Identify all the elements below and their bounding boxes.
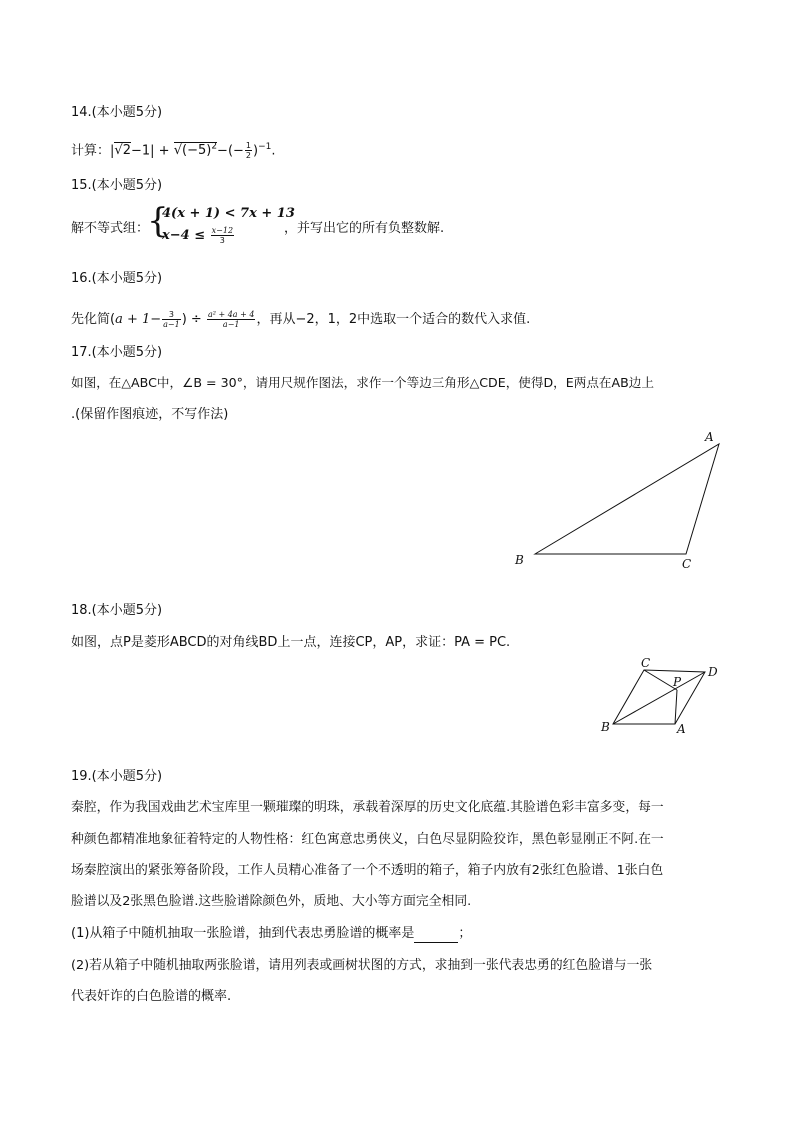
q14-sqrt2-value: 2: [122, 143, 131, 159]
q16-prefix: 先化简(: [71, 312, 116, 327]
q15-ineq2-den: 3: [219, 236, 225, 245]
q18-label-b: B: [601, 720, 610, 734]
q14-half-num: 1: [245, 141, 251, 151]
q17-label-b: B: [515, 553, 524, 567]
q16-frac-2: [207, 310, 256, 329]
q17-triangle-figure: [505, 425, 735, 575]
q16-suffix: ，再从−2，1，2中选取一个适合的数代入求值.: [256, 312, 531, 327]
q14-expression: [71, 138, 276, 160]
q18-heading: 18.(本小题5分): [71, 603, 163, 618]
q14-sqrt2: √2: [114, 143, 131, 159]
q19-subquestion-2b: 代表奸诈的白色脸谱的概率.: [71, 989, 232, 1004]
q16-a-plus: a + 1−: [115, 312, 162, 327]
q17-label-a: A: [705, 430, 714, 444]
q16-heading: 16.(本小题5分): [71, 271, 163, 286]
q17-heading: 17.(本小题5分): [71, 345, 163, 360]
q14-square: 2: [211, 142, 218, 152]
q15-inequality-2: [162, 226, 235, 245]
q18-line-1: 如图，点P是菱形ABCD的对角线BD上一点，连接CP，AP，求证：PA = PC.: [71, 635, 511, 650]
q18-label-c: C: [641, 656, 651, 670]
q19-answer-blank[interactable]: [414, 928, 458, 943]
diagonal-bd: [613, 672, 705, 724]
q18-label-p: P: [673, 675, 682, 689]
q16-expression: [71, 310, 530, 329]
q19-s1-text: (1)从箱子中随机抽取一张脸谱，抽到代表忠勇脸谱的概率是: [71, 926, 415, 941]
segment-ap: [675, 690, 677, 724]
q15-suffix: ，并写出它的所有负整数解.: [284, 221, 445, 236]
q16-frac2-den: a−1: [222, 320, 240, 329]
q14-inverse: −1: [258, 142, 272, 152]
q14-prefix: 计算：: [71, 143, 111, 159]
q19-heading: 19.(本小题5分): [71, 769, 163, 784]
q14-end: .: [271, 143, 276, 159]
q16-divide: ) ÷: [181, 312, 206, 327]
q18-rhombus-figure: [595, 652, 730, 742]
q16-frac1-den: a−1: [163, 320, 180, 329]
q18-label-a: A: [677, 722, 686, 736]
q14-minus-open: −(−: [217, 143, 244, 159]
q16-frac1-num: 3: [162, 310, 181, 320]
q17-line-1: 如图，在△ABC中，∠B = 30°，请用尺规作图法，求作一个等边三角形△CDE，使得D，E两点在AB边上: [71, 375, 654, 390]
q19-subquestion-2a: (2)若从箱子中随机抽取两张脸谱，请用列表或画树状图的方式，求抽到一张代表忠勇的红色脸谱与一张: [71, 958, 653, 973]
q14-half-den: 2: [245, 151, 251, 161]
q15-heading: 15.(本小题5分): [71, 178, 163, 193]
q15-brace: {: [147, 201, 169, 241]
q14-half: [245, 141, 252, 160]
q14-heading: 14.(本小题5分): [71, 105, 163, 120]
q14-close: ): [253, 143, 259, 159]
q15-prefix: 解不等式组：: [71, 221, 150, 236]
q19-s1-end: ；: [458, 926, 472, 941]
q14-plus: +: [154, 143, 174, 159]
q18-label-d: D: [708, 665, 718, 679]
q19-para-line-3: 场秦腔演出的紧张筹备阶段，工作人员精心准备了一个不透明的箱子，箱子内放有2张红色脸谱、1张白色: [71, 863, 664, 878]
q15-ineq2-left: x−4 ≤: [162, 228, 210, 243]
q19-para-line-4: 脸谱以及2张黑色脸谱.这些脸谱除颜色外，质地、大小等方面完全相同.: [71, 894, 472, 909]
q15-inequality-1: 4(x + 1) < 7x + 13: [162, 206, 295, 221]
q16-frac-1: [162, 310, 181, 329]
q15-ineq2-num: x−12: [211, 226, 234, 235]
q17-label-c: C: [682, 557, 692, 571]
q17-line-2: .(保留作图痕迹，不写作法): [71, 407, 229, 422]
q19-para-line-2: 种颜色都精准地象征着特定的人物性格：红色寓意忠勇侠义，白色尽显阴险狡诈，黑色彰显刚正不阿.在一: [71, 832, 664, 847]
q15-ineq2-frac: [211, 226, 234, 245]
q16-frac2-num: a² + 4a + 4: [207, 310, 255, 319]
triangle-abc: [535, 444, 719, 554]
q14-sqrt-inner: (−5): [182, 143, 212, 159]
q19-para-line-1: 秦腔，作为我国戏曲艺术宝库里一颗璀璨的明珠，承载着深厚的历史文化底蕴.其脸谱色彩丰富多变，每一: [71, 800, 664, 815]
q14-sqrt-block: $√(-5)^2$: [173, 142, 218, 159]
q19-subquestion-1: [71, 925, 471, 943]
q14-abs-open: |: [110, 143, 115, 159]
q14-abs-close: −1|: [130, 143, 155, 159]
